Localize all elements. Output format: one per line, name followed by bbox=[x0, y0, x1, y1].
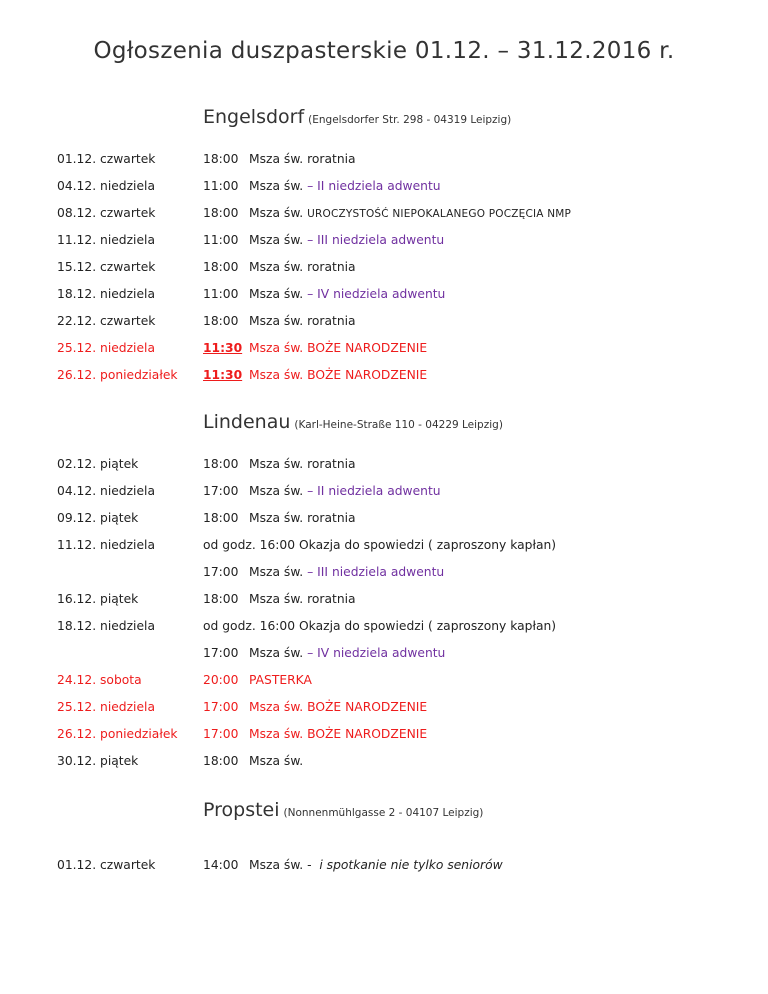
row-date: 02.12. piątek bbox=[57, 457, 139, 471]
schedule-row bbox=[0, 481, 768, 501]
schedule-row-feast bbox=[0, 338, 768, 358]
row-time: 18:00 bbox=[203, 592, 239, 606]
row-time: 17:00 bbox=[203, 565, 239, 579]
mass-note: roratnia bbox=[307, 314, 356, 328]
mass-label: Msza św. bbox=[249, 484, 304, 498]
row-time: 18:00 bbox=[203, 260, 239, 274]
mass-label: Msza św. bbox=[249, 700, 304, 714]
section-address: (Karl-Heine-Straße 110 - 04229 Leipzig) bbox=[294, 419, 503, 431]
row-date: 01.12. czwartek bbox=[57, 858, 156, 872]
page-title: Ogłoszenia duszpasterskie 01.12. – 31.12.2016 r. bbox=[93, 38, 675, 64]
row-time: 11:30 bbox=[203, 341, 243, 355]
section-name: Lindenau bbox=[203, 411, 291, 433]
row-date: 25.12. niedziela bbox=[57, 700, 155, 714]
mass-label: Msza św. bbox=[249, 287, 304, 301]
schedule-row bbox=[0, 643, 768, 663]
schedule-row bbox=[0, 616, 768, 636]
mass-label: Msza św. bbox=[249, 511, 304, 525]
row-date: 22.12. czwartek bbox=[57, 314, 156, 328]
confession-note: od godz. 16:00 Okazja do spowiedzi ( zaproszony kapłan) bbox=[203, 538, 557, 552]
row-time: 17:00 bbox=[203, 484, 239, 498]
row-date: 11.12. niedziela bbox=[57, 233, 155, 247]
section-heading-propstei bbox=[203, 799, 483, 821]
section-address: (Nonnenmühlgasse 2 - 04107 Leipzig) bbox=[283, 807, 484, 819]
advent-note: – III niedziela adwentu bbox=[307, 233, 445, 247]
mass-label: Msza św. bbox=[249, 592, 304, 606]
mass-label: Msza św. bbox=[249, 727, 304, 741]
row-description bbox=[249, 203, 571, 224]
feast-note: BOŻE NARODZENIE bbox=[307, 341, 428, 355]
section-heading-lindenau bbox=[203, 411, 503, 433]
row-description bbox=[249, 855, 503, 875]
feast-note: BOŻE NARODZENIE bbox=[307, 727, 428, 741]
row-description bbox=[249, 724, 427, 744]
schedule-row-feast bbox=[0, 365, 768, 385]
row-date: 18.12. niedziela bbox=[57, 619, 155, 633]
row-time: 17:00 bbox=[203, 646, 239, 660]
schedule-row bbox=[0, 855, 768, 875]
schedule-row bbox=[0, 508, 768, 528]
row-date: 09.12. piątek bbox=[57, 511, 139, 525]
row-time: 18:00 bbox=[203, 152, 239, 166]
row-time: 20:00 bbox=[203, 673, 239, 687]
row-description bbox=[249, 589, 356, 609]
row-description bbox=[249, 230, 444, 250]
row-time: 11:00 bbox=[203, 179, 239, 193]
row-description bbox=[249, 176, 441, 196]
row-time: 17:00 bbox=[203, 700, 239, 714]
schedule-row bbox=[0, 257, 768, 277]
row-time: 14:00 bbox=[203, 858, 239, 872]
row-date: 18.12. niedziela bbox=[57, 287, 155, 301]
schedule-row bbox=[0, 230, 768, 250]
mass-label: Msza św. bbox=[249, 152, 304, 166]
row-date: 04.12. niedziela bbox=[57, 179, 155, 193]
schedule-row bbox=[0, 203, 768, 223]
row-date: 24.12. sobota bbox=[57, 673, 142, 687]
row-description bbox=[249, 508, 356, 528]
row-date: 25.12. niedziela bbox=[57, 341, 155, 355]
mass-label: PASTERKA bbox=[249, 673, 312, 687]
row-time: 11:30 bbox=[203, 368, 243, 382]
schedule-row bbox=[0, 751, 768, 771]
mass-label: Msza św. bbox=[249, 260, 304, 274]
row-description bbox=[249, 311, 356, 331]
row-time: 18:00 bbox=[203, 314, 239, 328]
mass-label: Msza św. bbox=[249, 457, 304, 471]
row-date: 01.12. czwartek bbox=[57, 152, 156, 166]
row-time: 18:00 bbox=[203, 206, 239, 220]
row-description bbox=[249, 365, 427, 385]
mass-note: roratnia bbox=[307, 152, 356, 166]
confession-note: od godz. 16:00 Okazja do spowiedzi ( zaproszony kapłan) bbox=[203, 619, 557, 633]
row-description bbox=[249, 562, 444, 582]
mass-note: roratnia bbox=[307, 592, 356, 606]
schedule-row-feast bbox=[0, 670, 768, 690]
row-date: 26.12. poniedziałek bbox=[57, 727, 178, 741]
mass-label: Msza św. - bbox=[249, 858, 312, 872]
row-date: 15.12. czwartek bbox=[57, 260, 156, 274]
row-description bbox=[249, 284, 445, 304]
row-date: 08.12. czwartek bbox=[57, 206, 156, 220]
mass-label: Msza św. bbox=[249, 206, 304, 220]
row-description bbox=[249, 697, 427, 717]
row-date: 11.12. niedziela bbox=[57, 538, 155, 552]
row-date: 26.12. poniedziałek bbox=[57, 368, 178, 382]
row-description bbox=[249, 643, 445, 663]
schedule-row-feast bbox=[0, 724, 768, 744]
section-heading-engelsdorf bbox=[203, 106, 511, 128]
row-time: 18:00 bbox=[203, 457, 239, 471]
schedule-row bbox=[0, 149, 768, 169]
schedule-row bbox=[0, 562, 768, 582]
row-description bbox=[249, 338, 427, 358]
advent-note: – IV niedziela adwentu bbox=[307, 287, 446, 301]
meeting-note: i spotkanie nie tylko seniorów bbox=[319, 858, 503, 872]
row-description bbox=[249, 149, 356, 169]
schedule-row bbox=[0, 535, 768, 555]
row-time: 11:00 bbox=[203, 287, 239, 301]
row-time: 18:00 bbox=[203, 511, 239, 525]
row-description bbox=[249, 481, 441, 501]
row-description bbox=[249, 257, 356, 277]
mass-note: roratnia bbox=[307, 457, 356, 471]
advent-note: – III niedziela adwentu bbox=[307, 565, 445, 579]
schedule-row-feast bbox=[0, 697, 768, 717]
row-time: 11:00 bbox=[203, 233, 239, 247]
schedule-row bbox=[0, 311, 768, 331]
schedule-row bbox=[0, 589, 768, 609]
section-name: Engelsdorf bbox=[203, 106, 305, 128]
feast-note: BOŻE NARODZENIE bbox=[307, 700, 428, 714]
schedule-row bbox=[0, 176, 768, 196]
feast-note: BOŻE NARODZENIE bbox=[307, 368, 428, 382]
advent-note: – IV niedziela adwentu bbox=[307, 646, 446, 660]
mass-label: Msza św. bbox=[249, 368, 304, 382]
section-address: (Engelsdorfer Str. 298 - 04319 Leipzig) bbox=[308, 114, 512, 126]
mass-label: Msza św. bbox=[249, 179, 304, 193]
advent-note: – II niedziela adwentu bbox=[307, 484, 441, 498]
row-date: 16.12. piątek bbox=[57, 592, 139, 606]
row-time: 17:00 bbox=[203, 727, 239, 741]
mass-note: roratnia bbox=[307, 511, 356, 525]
row-date: 30.12. piątek bbox=[57, 754, 139, 768]
mass-label: Msza św. bbox=[249, 314, 304, 328]
section-name: Propstei bbox=[203, 799, 280, 821]
feast-note: UROCZYSTOŚĆ NIEPOKALANEGO POCZĘCIA NMP bbox=[307, 208, 572, 220]
mass-label: Msza św. bbox=[249, 233, 304, 247]
row-description bbox=[249, 454, 356, 474]
mass-label: Msza św. bbox=[249, 341, 304, 355]
schedule-row bbox=[0, 284, 768, 304]
mass-label: Msza św. bbox=[249, 565, 304, 579]
row-description bbox=[249, 670, 312, 690]
row-date: 04.12. niedziela bbox=[57, 484, 155, 498]
advent-note: – II niedziela adwentu bbox=[307, 179, 441, 193]
schedule-row bbox=[0, 454, 768, 474]
row-description bbox=[249, 751, 303, 771]
mass-label: Msza św. bbox=[249, 646, 304, 660]
row-time: 18:00 bbox=[203, 754, 239, 768]
mass-note: roratnia bbox=[307, 260, 356, 274]
mass-label: Msza św. bbox=[249, 754, 304, 768]
